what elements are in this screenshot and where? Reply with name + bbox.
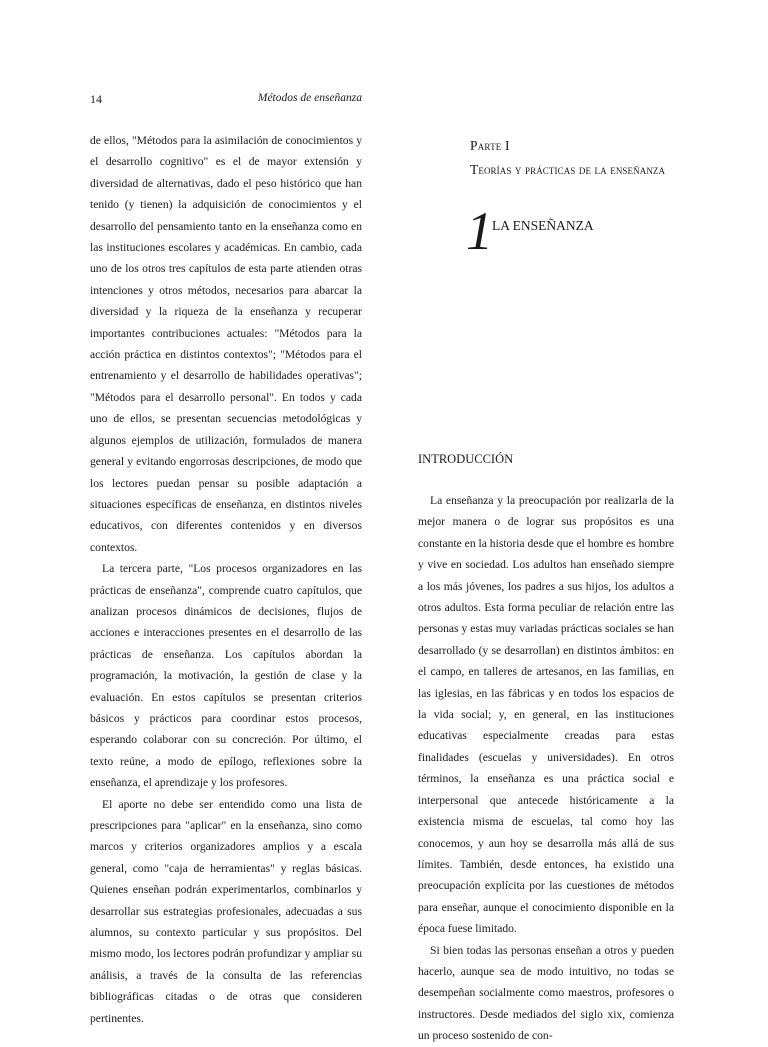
chapter-title: LA ENSEÑANZA bbox=[492, 218, 594, 233]
part-title: Teorías y prácticas de la enseñanza bbox=[470, 162, 666, 177]
page-number: 14 bbox=[90, 92, 102, 106]
right-column-text bbox=[418, 490, 674, 1047]
left-column-text bbox=[90, 130, 362, 1029]
running-head bbox=[90, 92, 362, 110]
paragraph: La enseñanza y la preocupación por realizarla de la mejor manera o de lograr sus propósitos es una constante en la historia desde que el hombre es hombre y vive en sociedad. Los adultos han enseñado siempre a los más jóvenes, los padres a sus hijos, los adultos a otros adultos. Esta forma peculiar de relación entre las personas y estas muy variadas prácticas sociales se han desarrollado (y se desarrollan) en distintos ámbitos: en el campo, en talleres de artesanos, en las familias, en las iglesias, en las fábricas y en todos los espacios de la vida social; y, en general, en las instituciones educativas especialmente creadas para estas finalidades (escuelas y universidades). En otros términos, la enseñanza es una práctica social e interpersonal que antecede históricamente a la existencia misma de escuelas, tal como hoy las conocemos, y aun hoy se desarrolla más allá de sus límites. También, desde entonces, ha existido una preocupación explícita por las cuestiones de métodos para enseñar, aunque el conocimiento disponible en la época fuese limitado. bbox=[418, 494, 674, 936]
running-title: Métodos de enseñanza bbox=[257, 92, 362, 104]
paragraph: Si bien todas las personas enseñan a otros y pueden hacerlo, aunque sea de modo intuitivo, no todas se desempeñan socialmente como maestros, profesores o instructores. Desde mediados del siglo xix, comienza un proceso sostenido de con- bbox=[418, 943, 674, 1043]
paragraph: La tercera parte, "Los procesos organizadores en las prácticas de enseñanza", comprende cuatro capítulos, que analizan procesos dinámicos de decisiones, flujos de acciones e interacciones presentes en el desarrollo de las prácticas de enseñanza. Los capítulos abordan la programación, la motivación, la gestión de clase y la evaluación. En estos capítulos se presentan criterios básicos y prácticos para coordinar estos procesos, esperando colaborar con su concreción. Por último, el texto reúne, a modo de epílogo, reflexiones sobre la enseñanza, el aprendizaje y los profesores. bbox=[90, 562, 362, 790]
paragraph: de ellos, "Métodos para la asimilación de conocimientos y el desarrollo cognitivo" es el de mayor extensión y diversidad de alternativas, dado el peso histórico que han tenido (y tienen) la adquisición de conocimientos y el desarrollo del pensamiento tanto en la enseñanza como en las instituciones escolares y académicas. En cambio, cada uno de los otros tres capítulos de esta parte atienden otras intenciones y otros métodos, necesarios para abarcar la diversidad y la riqueza de la enseñanza y recuperar importantes contribuciones actuales: "Métodos para la acción práctica en distintos contextos"; "Métodos para el entrenamiento y el desarrollo de habilidades operativas"; "Métodos para el desarrollo personal". En todos y cada uno de ellos, se presentan secuencias metodológicas y algunos ejemplos de utilización, formulados de manera general y evitando engorrosas descripciones, de modo que los lectores puedan pensar su posible adaptación a situaciones específicas de enseñanza, en distintos niveles educativos, con diferentes contenidos y en diversos contextos. bbox=[90, 134, 362, 554]
part-label: Parte I bbox=[470, 138, 510, 153]
paragraph: El aporte no debe ser entendido como una lista de prescripciones para "aplicar" en la enseñanza, sino como marcos y criterios organizadores amplios y a escala general, como "caja de herramientas" y reglas básicas. Quienes enseñan podrán experimentarlos, combinarlos y desarrollar sus estrategias profesionales, adecuadas a sus alumnos, su contexto particular y sus propósitos. Del mismo modo, los lectores podrán profundizar y ampliar su análisis, a través de la consulta de las referencias bibliográficas citadas o de otras que consideren pertinentes. bbox=[90, 797, 362, 1025]
section-heading: INTRODUCCIÓN bbox=[418, 452, 514, 466]
chapter-number: 1 bbox=[466, 201, 493, 261]
